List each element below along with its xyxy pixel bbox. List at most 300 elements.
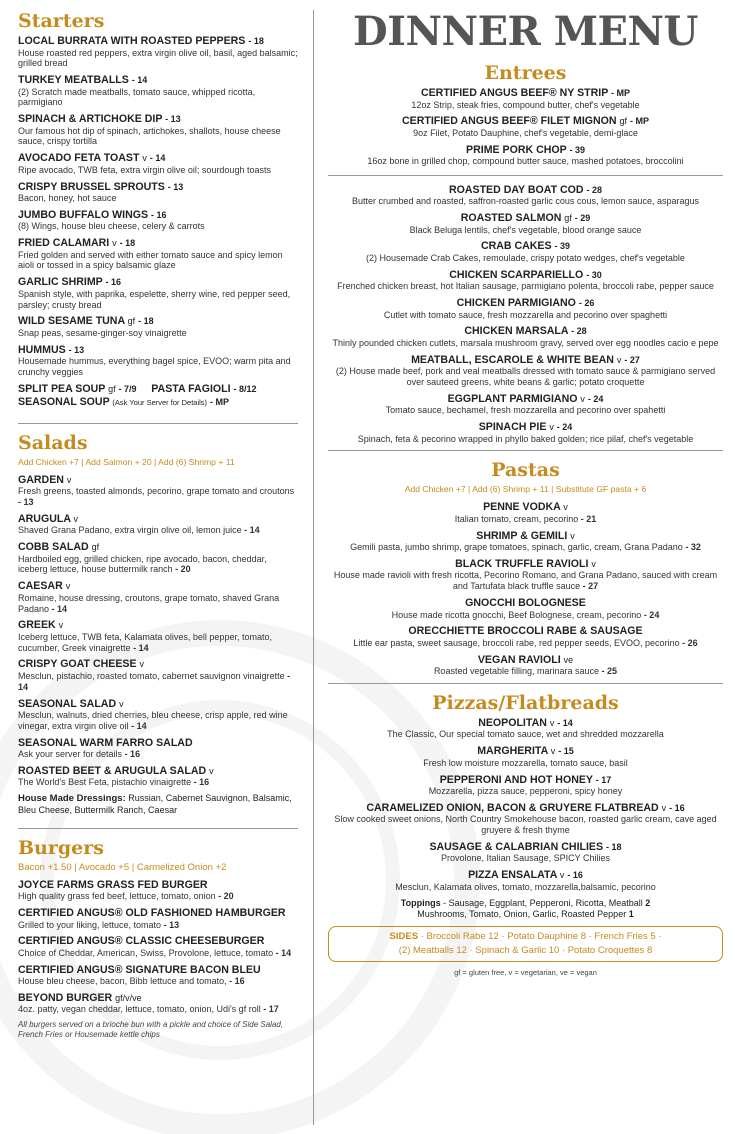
item-name [328, 297, 723, 310]
item-description [18, 920, 298, 931]
item-title: CAESAR [18, 580, 63, 593]
menu-item [328, 354, 723, 388]
item-description [18, 632, 298, 654]
menu-item [328, 240, 723, 263]
diet-tag: v [73, 513, 79, 524]
item-title: CRISPY GOAT CHEESE [18, 658, 137, 671]
item-name [328, 501, 723, 514]
item-name [18, 276, 298, 289]
item-description [18, 710, 298, 732]
item-name [18, 35, 298, 48]
burgers-title: Burgers [18, 836, 104, 859]
menu-item [18, 907, 298, 930]
diet-tag: v [139, 659, 144, 670]
item-name [18, 964, 298, 977]
item-desc-text: Italian tomato, cream, pecorino [454, 513, 579, 524]
menu-item [328, 558, 723, 592]
divider [18, 423, 298, 424]
item-price: - 27 [582, 581, 599, 592]
item-title: SHRIMP & GEMILI [476, 529, 568, 542]
menu-item [18, 541, 298, 575]
sides-line2: (2) Meatballs 12 · Spinach & Garlic 10 · Potato Croquettes 8 [398, 944, 653, 956]
soup2-price: - 8/12 [233, 383, 257, 394]
diet-tag: v [559, 870, 565, 881]
menu-item [18, 209, 298, 232]
item-description: Mozzarella, pizza sauce, pepperoni, spicy honey [428, 786, 623, 797]
sides-line1: · Broccoli Rabe 12 · Potato Dauphine 8 · French Fries 5 · [420, 930, 662, 942]
item-description [328, 666, 723, 677]
menu-item [328, 393, 723, 416]
item-description [18, 593, 298, 615]
right-column [328, 8, 723, 977]
item-price: - 15 [558, 746, 574, 757]
menu-item [18, 181, 298, 204]
menu-item [328, 501, 723, 524]
item-price: - 26 [682, 637, 698, 648]
item-title: CRISPY BRUSSEL SPROUTS [18, 180, 165, 193]
item-title: ROASTED DAY BOAT COD [448, 183, 584, 196]
item-price: - 29 [574, 213, 591, 224]
item-title: ORECCHIETTE BROCCOLI RABE & SAUSAGE [408, 625, 643, 638]
item-price: - 27 [624, 354, 640, 365]
item-title: PRIME PORK CHOP [466, 143, 567, 156]
menu-item [18, 619, 298, 653]
item-name [328, 184, 723, 197]
diet-tag: v [661, 802, 667, 813]
item-price: - 14 [149, 153, 166, 164]
toppings-line2: Mushrooms, Tomato, Onion, Garlic, Roasted Pepper [417, 908, 627, 919]
menu-item [328, 115, 723, 138]
item-title: MEATBALL, ESCAROLE & WHITE BEAN [411, 353, 614, 366]
diet-tag: gf [91, 542, 100, 553]
divider [328, 683, 723, 684]
diet-tag: v [66, 474, 72, 485]
diet-tag: v [550, 746, 556, 757]
item-title: JOYCE FARMS GRASS FED BURGER [18, 878, 208, 891]
item-name [328, 87, 723, 100]
item-description [328, 570, 723, 592]
item-price: - 39 [569, 144, 585, 155]
item-price: - 18 [606, 841, 622, 852]
burgers-footnote: All burgers served on a brioche bun with a pickle and choice of Side Salad, French Fries or Housemade kettle chips [18, 1020, 284, 1040]
item-desc-text: Choice of Cheddar, American, Swiss, Provolone, lettuce, tomato [18, 947, 274, 958]
menu-item [328, 175, 723, 207]
item-title: MARGHERITA [477, 745, 548, 758]
menu-item [18, 737, 298, 760]
menu-item [18, 344, 298, 378]
item-price: - 16 [229, 976, 245, 987]
diet-tag: v [563, 502, 568, 513]
diet-legend: gf = gluten free, v = vegetarian, ve = vegan [454, 967, 597, 977]
item-title: PENNE VODKA [483, 501, 561, 514]
item-description: Fried golden and served with either tomato sauce and spicy lemon aioli or tossed in a spicy balsamic glaze [18, 249, 283, 271]
item-price: - 13 [18, 497, 34, 508]
item-price: - 16 [124, 749, 141, 760]
item-description: 9oz Filet, Potato Dauphine, chef's vegetable, demi-glace [413, 127, 638, 138]
menu-item [328, 717, 723, 740]
menu-item [18, 152, 298, 175]
dressings-text: Russian, Cabernet Sauvignon, Balsamic, Bleu Cheese, Buttermilk Ranch, Caesar [18, 793, 292, 815]
item-description: (8) Wings, house bleu cheese, celery & carrots [18, 221, 205, 232]
menu-item [328, 654, 723, 677]
menu-item [328, 625, 723, 648]
item-title: CERTIFIED ANGUS® CLASSIC CHEESEBURGER [18, 935, 265, 948]
soup2-name: PASTA FAGIOLI [151, 382, 231, 395]
item-description [18, 525, 298, 536]
item-name [18, 879, 298, 892]
item-title: CERTIFIED ANGUS BEEF® NY STRIP [420, 87, 609, 99]
item-price: - 14 [557, 717, 573, 728]
item-title: SPINACH & ARTICHOKE DIP [18, 113, 163, 126]
soup3-price: - MP [209, 396, 229, 407]
toppings-label: Toppings [400, 897, 441, 908]
item-price: - 18 [119, 238, 136, 249]
item-name [18, 315, 298, 328]
item-title: PEPPERONI AND HOT HONEY [439, 773, 593, 786]
salads-title: Salads [18, 431, 88, 454]
menu-item [328, 841, 723, 864]
item-name [18, 513, 298, 526]
item-description [18, 948, 298, 959]
menu-item [328, 269, 723, 292]
diet-tag: v [209, 765, 214, 776]
item-name [18, 935, 298, 948]
item-price: - 14 [131, 720, 147, 731]
item-title: TURKEY MEATBALLS [18, 74, 129, 87]
item-description [18, 554, 298, 576]
item-name [18, 344, 298, 357]
diet-tag: v [112, 238, 117, 249]
item-description: Spanish style, with paprika, espelette, sherry wine, red pepper seed, parsley; crusty bread [18, 288, 291, 310]
item-title: GREEK [18, 619, 56, 632]
divider [18, 828, 298, 829]
item-price: - 13 [163, 919, 180, 930]
item-name [18, 181, 298, 194]
menu-item [328, 530, 723, 553]
item-desc-text: House bleu cheese, bacon, Bibb lettuce and tomato, [18, 976, 227, 987]
item-description: Ripe avocado, TWB feta, extra virgin olive oil; sourdough toasts [18, 164, 271, 175]
item-price: - 32 [685, 542, 701, 553]
item-desc-text: Little ear pasta, sweet sausage, broccoli rabe, red pepper seeds, EVOO, pecorino [353, 637, 680, 648]
item-desc-text: House made ravioli with fresh ricotta, Pecorino Romano, and Grana Padano, sauced with cream and Tartufata black truffle sauce [333, 570, 718, 592]
item-price: - 13 [68, 344, 85, 355]
item-name [18, 541, 298, 554]
menu-item [328, 869, 723, 892]
diet-tag: ve [563, 654, 574, 665]
item-description: Frenched chicken breast, hot Italian sausage, parmigiano polenta, broccoli rabe, pepper sauce [337, 281, 714, 292]
item-title: HUMMUS [18, 343, 66, 356]
item-name [328, 869, 723, 882]
item-price: - 39 [554, 241, 571, 252]
item-desc-text: High quality grass fed beef, lettuce, tomato, onion [18, 891, 216, 902]
item-title: CHICKEN PARMIGIANO [456, 297, 576, 310]
item-price: - MP [630, 116, 649, 127]
item-name [328, 240, 723, 253]
item-description: Provolone, Italian Sausage, SPICY Chilies [441, 853, 610, 864]
item-description: 12oz Strip, steak fries, compound butter, chef's vegetable [411, 99, 640, 110]
item-price: - 14 [275, 947, 292, 958]
item-desc-text: House made ricotta gnocchi, Beef Bolognese, cream, pecorino [391, 609, 642, 620]
item-title: CERTIFIED ANGUS BEEF® FILET MIGNON [401, 115, 617, 128]
item-price: - 21 [580, 513, 597, 524]
item-description: Tomato sauce, bechamel, fresh mozzarella and pecorino over spahetti [385, 405, 666, 416]
pizzas-title: Pizzas/Flatbreads [432, 691, 619, 714]
item-desc-text: Romaine, house dressing, croutons, grape tomato, shaved Grana Padano [18, 592, 280, 614]
item-title: GNOCCHI BOLOGNESE [465, 597, 586, 610]
item-description: Our famous hot dip of spinach, artichokes, shallots, house cheese sauce, crispy tortilla [18, 125, 281, 147]
item-name [18, 237, 298, 250]
item-title: SPINACH PIE [478, 421, 547, 434]
item-desc-text: Mesclun, pistachio, roasted tomato, cabernet sauvignon vinaigrette [18, 670, 285, 681]
menu-item [18, 698, 298, 732]
item-description [328, 638, 723, 649]
item-title: PIZZA ENSALATA [468, 869, 557, 882]
menu-item [18, 276, 298, 310]
menu-item [18, 580, 298, 614]
item-name [18, 992, 298, 1005]
menu-item [328, 144, 723, 167]
diet-tag: gf [564, 213, 572, 224]
item-name [328, 115, 723, 128]
item-description [18, 1004, 298, 1015]
menu-item [18, 935, 298, 958]
item-desc-text: Mesclun, walnuts, dried cherries, bleu cheese, crisp apple, red wine vinegar, extra virgin olive oil [18, 710, 288, 731]
item-name [328, 597, 723, 610]
item-desc-text: Iceberg lettuce, TWB feta, Kalamata olives, bell pepper, tomato, cucumber, Greek vinaigrette [18, 631, 272, 653]
salads-list [18, 474, 298, 788]
menu-item [18, 35, 298, 69]
diet-tag: v [591, 558, 596, 569]
menu-item [18, 879, 298, 902]
item-name [328, 558, 723, 571]
item-price: - 18 [248, 36, 264, 46]
item-price: - 14 [51, 603, 68, 614]
item-description: 16oz bone in grilled chop, compound butter sauce, mashed potatoes, broccolini [367, 156, 684, 167]
item-desc-text: Ask your server for details [18, 749, 123, 760]
item-price: - 28 [586, 184, 603, 195]
soup3-note: (Ask Your Server for Details) [112, 397, 208, 407]
item-description: Mesclun, Kalamata olives, tomato, mozzarella,balsamic, pecorino [395, 881, 656, 892]
diet-tag: v [65, 581, 71, 592]
item-name [18, 698, 298, 711]
item-description [18, 671, 298, 693]
item-name [18, 765, 298, 778]
item-description: Black Beluga lentils, chef's vegetable, blood orange sauce [409, 224, 642, 235]
left-column [18, 10, 298, 1040]
item-price: - 16 [193, 777, 210, 788]
item-description [328, 514, 723, 525]
pastas-addons: Add Chicken +7 | Add (6) Shrimp + 11 | Substitute GF pasta + 6 [404, 484, 647, 495]
item-name [328, 654, 723, 667]
burgers-addons: Bacon +1.50 | Avocado +5 | Carmelized Onion +2 [18, 861, 227, 873]
item-title: CERTIFIED ANGUS® SIGNATURE BACON BLEU [18, 963, 261, 976]
dressings [18, 793, 298, 816]
item-title: EGGPLANT PARMIGIANO [447, 392, 578, 405]
menu-item [328, 774, 723, 797]
diet-tag: v [616, 354, 622, 365]
item-name [328, 774, 723, 787]
menu-item [328, 87, 723, 110]
menu-item [328, 421, 723, 444]
item-name [328, 841, 723, 854]
item-description [18, 891, 298, 902]
item-price: - 16 [151, 209, 167, 220]
item-description [18, 749, 298, 760]
item-name [328, 144, 723, 157]
item-price: - 26 [578, 298, 595, 309]
item-name [328, 530, 723, 543]
item-title: FRIED CALAMARI [18, 237, 110, 250]
item-price: - 24 [587, 393, 604, 404]
item-title: CRAB CAKES [480, 240, 552, 253]
item-price: - 13 [167, 181, 184, 192]
item-price: - 20 [218, 891, 234, 902]
item-description [328, 610, 723, 621]
item-name [328, 625, 723, 638]
item-description [18, 486, 298, 508]
item-name [18, 619, 298, 632]
item-description: Bacon, honey, hot sauce [18, 193, 117, 204]
item-title: AVOCADO FETA TOAST [18, 152, 140, 165]
item-price: - 18 [138, 316, 154, 327]
item-desc-text: Shaved Grana Padano, extra virgin olive oil, lemon juice [18, 525, 242, 536]
starters-list [18, 35, 298, 378]
toppings-price1: 2 [645, 897, 651, 908]
diet-tag: v [142, 153, 147, 164]
item-price: - 24 [643, 609, 660, 620]
item-price: - 16 [567, 870, 583, 881]
item-name [18, 113, 298, 126]
item-price: - 24 [556, 422, 573, 433]
item-price: - 14 [133, 642, 149, 653]
item-description: Spinach, feta & pecorino wrapped in phyllo baked golden; rice pilaf, chef's vegetable [357, 433, 694, 444]
item-description [18, 976, 298, 987]
item-name [18, 580, 298, 593]
menu-item [328, 745, 723, 768]
item-name [18, 474, 298, 487]
item-description: Cutlet with tomato sauce, fresh mozzarella and pecorino over spaghetti [383, 309, 668, 320]
item-name [328, 212, 723, 225]
item-description: (2) Housemade Crab Cakes, remoulade, crispy potato wedges, chef's vegetable [366, 252, 685, 263]
pastas-title: Pastas [491, 459, 560, 482]
item-name [18, 907, 298, 920]
menu-item [18, 237, 298, 271]
burgers-list [18, 879, 298, 1015]
item-title: GARDEN [18, 473, 64, 486]
starters-title: Starters [18, 10, 105, 32]
item-name [328, 802, 723, 815]
item-title: ROASTED SALMON [460, 212, 562, 225]
item-name [18, 74, 298, 87]
item-title: ARUGULA [18, 512, 71, 525]
item-title: WILD SESAME TUNA [18, 315, 125, 328]
item-description: (2) House made beef, pork and veal meatballs dressed with tomato sauce & parmigiano served over sauteed greens, white beans & garlic; potato croquette [335, 366, 716, 387]
menu-item [18, 113, 298, 147]
item-price: - 16 [105, 277, 122, 288]
item-name [18, 658, 298, 671]
column-divider [313, 10, 314, 1125]
menu-item [18, 658, 298, 692]
dressings-label: House Made Dressings: [18, 793, 126, 805]
item-description: (2) Scratch made meatballs, tomato sauce, whipped ricotta, parmigiano [18, 86, 256, 108]
menu-item [18, 315, 298, 338]
item-price: - 28 [571, 326, 587, 337]
toppings [328, 898, 723, 920]
item-description: House roasted red peppers, extra virgin olive oil, basil, aged balsamic; grilled bread [18, 47, 298, 69]
item-title: ROASTED BEET & ARUGULA SALAD [18, 764, 207, 777]
item-title: VEGAN RAVIOLI [477, 653, 561, 666]
item-title: CARAMELIZED ONION, BACON & GRUYERE FLATBREAD [366, 801, 659, 814]
diet-tag: v [570, 530, 575, 541]
toppings-line1: - Sausage, Eggplant, Pepperoni, Ricotta, Meatball [443, 897, 643, 908]
diet-tag: v [119, 698, 124, 709]
diet-tag: gf [619, 116, 628, 127]
soup1-tag: gf [108, 383, 116, 394]
toppings-price2: 1 [628, 908, 634, 919]
item-title: LOCAL BURRATA WITH ROASTED PEPPERS [18, 35, 246, 47]
diet-tag: v [580, 393, 585, 404]
item-price: - 14 [18, 670, 291, 692]
sides-box [328, 926, 723, 962]
item-desc-text: The World's Best Feta, pistachio vinaigrette [18, 777, 192, 788]
item-desc-text: Hardboiled egg, grilled chicken, ripe avocado, bacon, cheddar, iceberg lettuce, house buttermilk ranch [18, 553, 267, 575]
diet-tag: v [549, 717, 555, 728]
page-title: DINNER MENU [353, 8, 698, 55]
item-price: - 17 [263, 1004, 279, 1015]
menu-item [18, 964, 298, 987]
item-price: - 25 [601, 666, 618, 677]
menu-item [328, 802, 723, 836]
item-title: SAUSAGE & CALABRIAN CHILIES [429, 840, 604, 853]
menu-item [18, 992, 298, 1015]
diet-tag: v [58, 620, 64, 631]
item-title: BEYOND BURGER [18, 991, 113, 1004]
item-title: NEOPOLITAN [478, 716, 547, 729]
item-name [18, 209, 298, 222]
item-description [18, 777, 298, 788]
pizzas-list [328, 717, 723, 893]
item-description: Butter crumbed and roasted, saffron-roasted garlic cous cous, lemon sauce, asparagus [351, 196, 700, 207]
menu-item [18, 474, 298, 508]
diet-tag: gf [127, 316, 136, 327]
item-description: Fresh low moisture mozzarella, tomato sauce, basil [423, 757, 628, 768]
item-price: - 30 [586, 269, 602, 280]
item-price: - 13 [165, 114, 181, 125]
item-name [328, 354, 723, 367]
item-name [328, 393, 723, 406]
item-price: - 14 [244, 525, 260, 536]
soup3-name: SEASONAL SOUP [18, 395, 110, 408]
item-desc-text: Roasted vegetable filling, marinara sauce [433, 666, 600, 677]
item-title: COBB SALAD [18, 541, 89, 554]
salads-addons: Add Chicken +7 | Add Salmon + 20 | Add (6) Shrimp + 11 [18, 456, 235, 467]
menu-item [328, 325, 723, 348]
item-description [328, 542, 723, 553]
menu-item [328, 297, 723, 320]
item-title: SEASONAL WARM FARRO SALAD [18, 736, 193, 749]
divider [328, 450, 723, 451]
item-title: CHICKEN MARSALA [464, 325, 569, 338]
item-name [328, 745, 723, 758]
item-description: Thinly pounded chicken cutlets, marsala mushroom gravy, served over egg noodles cacio e pepe [332, 337, 719, 348]
item-name [18, 152, 298, 165]
soup1-price: - 7/9 [118, 383, 137, 394]
item-name [18, 737, 298, 750]
item-description: Housemade hummus, everything bagel spice, EVOO; warm pita and crunchy veggies [18, 356, 291, 377]
item-price: - 20 [175, 564, 191, 575]
soup1-name: SPLIT PEA SOUP [18, 382, 106, 395]
item-title: GARLIC SHRIMP [18, 276, 103, 289]
